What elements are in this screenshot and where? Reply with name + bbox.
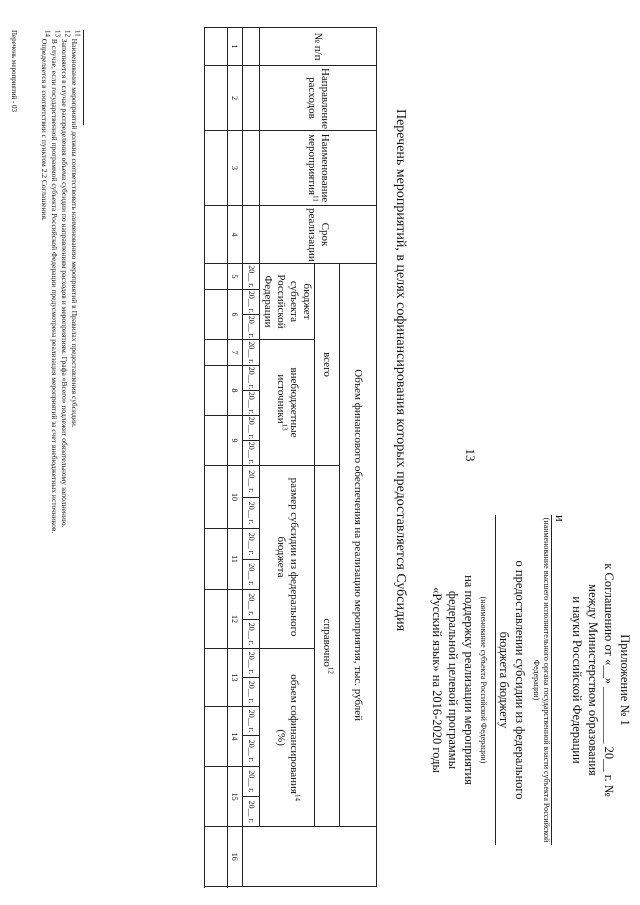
footnote-14: $^{14}$ Определяется в соответствии с пунктом 2.2 Соглашения. <box>40 30 52 221</box>
purpose-line-1: на поддержку реализации мероприятия <box>462 575 476 785</box>
subject-caption: (наименование субъекта Российской Федерации) <box>479 596 488 764</box>
header-cell-term: Срок реализации <box>260 206 377 264</box>
year-cell: 20__ г. <box>243 797 260 827</box>
header-cell-direction: Направление расходов <box>260 66 377 131</box>
empty-cell <box>205 590 228 649</box>
year-cell: 20__ г. <box>243 315 260 340</box>
purpose-line-3: «Русский язык» на 2016-2020 годы <box>430 587 444 773</box>
header-cell-extrabudget: внебюджетные источники$^{13}$ <box>260 340 315 466</box>
column-number: 11 <box>228 529 243 590</box>
year-row <box>243 28 260 887</box>
footnote-divider <box>83 30 84 125</box>
column-number-row <box>228 28 243 887</box>
empty-cell <box>205 529 228 590</box>
document-title: Перечень мероприятий, в целях софинансирования которых предоставляется Субсидия <box>393 108 408 632</box>
ministry-line-2: и науки Российской Федерации <box>570 596 584 764</box>
header-cell-cofinancing: объем софинансирования$^{14}$ (%) <box>260 649 315 827</box>
year-cell: 20__ г. <box>243 264 260 290</box>
column-number: 2 <box>228 66 243 131</box>
column-number: 13 <box>228 649 243 707</box>
empty-cell <box>205 131 228 206</box>
header-cell-total: всего <box>315 264 340 466</box>
empty-cell <box>205 767 228 827</box>
executive-body-caption: (наименование высшего исполнительного органа государственной власти субъекта Российской Федерации) <box>532 517 551 843</box>
year-cell: 20__ г. <box>243 707 260 736</box>
year-cell: 20__ г. <box>243 290 260 315</box>
year-cell: 20__ г. <box>243 649 260 678</box>
column-number: 10 <box>228 466 243 529</box>
empty-cell <box>243 206 260 264</box>
subsidy-line-1: о предоставлении субсидии из федерального <box>513 560 527 800</box>
column-number: 12 <box>228 590 243 649</box>
empty-cell <box>205 290 228 340</box>
ministry-line-1: между Министерством образования <box>586 584 600 776</box>
empty-cell <box>205 28 228 66</box>
header-cell-subsidy: размер субсидии из федерального бюджета <box>260 466 315 649</box>
page-number: 13 <box>463 448 478 462</box>
year-cell: 20__ г. <box>243 736 260 767</box>
header-cell-reference: справочно$^{12}$ <box>315 466 340 827</box>
year-cell: 20__ г. <box>243 620 260 649</box>
empty-cell <box>205 649 228 707</box>
empty-right-column <box>243 827 377 887</box>
column-number: 16 <box>228 827 243 887</box>
column-number: 14 <box>228 707 243 767</box>
agreement-date-line: к Соглашению от «__» _________ 20__ г. № <box>602 563 616 797</box>
column-number: 7 <box>228 340 243 366</box>
year-cell: 20__ г. <box>243 590 260 620</box>
executive-body-line: и <box>551 515 567 845</box>
year-cell: 20__ г. <box>243 366 260 391</box>
year-cell: 20__ г. <box>243 340 260 366</box>
footnote-11: $^{11}$ Наименование мероприятий должны соответствовать наименованию мероприятий в Правилах предоставления субсидии. <box>70 30 82 428</box>
empty-cell <box>205 707 228 767</box>
empty-cell <box>205 340 228 366</box>
footnote-12: $^{12}$ Заполняется в случае распределения объема субсидии по направлениям расходов и мероприятиям. Графа «Всего» подлежит обязательному заполнению. <box>60 30 72 528</box>
column-number: 6 <box>228 290 243 340</box>
empty-cell <box>205 66 228 131</box>
purpose-line-2: федеральной целевой программы <box>446 590 460 770</box>
footnote-13: $^{13}$ В случае, если государственной программой субъекта Российской Федерации предусмотрена реализация мероприятий за счет внебюджетных источников. <box>50 30 62 534</box>
column-number: 8 <box>228 366 243 416</box>
empty-cell <box>205 416 228 466</box>
document-footer: Перечень мероприятий - 03 <box>10 30 18 113</box>
year-cell: 20__ г. <box>243 767 260 797</box>
year-cell: 20__ г. <box>243 678 260 707</box>
column-number: 5 <box>228 264 243 290</box>
header-cell-budget-subject: бюджет субъекта Российской Федерации <box>260 264 315 340</box>
empty-cell <box>205 366 228 416</box>
year-cell: 20__ г. <box>243 560 260 590</box>
empty-cell <box>205 206 228 264</box>
header-cell-no: № п/п <box>260 28 377 66</box>
column-number: 4 <box>228 206 243 264</box>
blank-row <box>205 28 228 887</box>
column-number: 3 <box>228 131 243 206</box>
empty-cell <box>243 131 260 206</box>
year-cell: 20__ г. <box>243 466 260 498</box>
empty-cell <box>205 264 228 290</box>
year-cell: 20__ г. <box>243 391 260 416</box>
empty-cell <box>205 466 228 529</box>
column-number: 15 <box>228 767 243 827</box>
appendix-title: Приложение № 1 <box>618 634 632 726</box>
empty-cell <box>205 827 228 887</box>
empty-cell <box>243 28 260 66</box>
year-cell: 20__ г. <box>243 441 260 466</box>
empty-cell <box>243 66 260 131</box>
header-cell-name: Наименование мероприятия$^{11}$ <box>260 131 377 206</box>
year-cell: 20__ г. <box>243 529 260 560</box>
year-cell: 20__ г. <box>243 498 260 529</box>
column-number: 1 <box>228 28 243 66</box>
header-cell-volume: Объем финансового обеспечения на реализацию мероприятия, тыс. рублей <box>340 264 377 827</box>
column-number: 9 <box>228 416 243 466</box>
activities-table <box>204 27 377 887</box>
subsidy-line-2: бюджета бюджету <box>495 515 511 845</box>
year-cell: 20__ г. <box>243 416 260 441</box>
